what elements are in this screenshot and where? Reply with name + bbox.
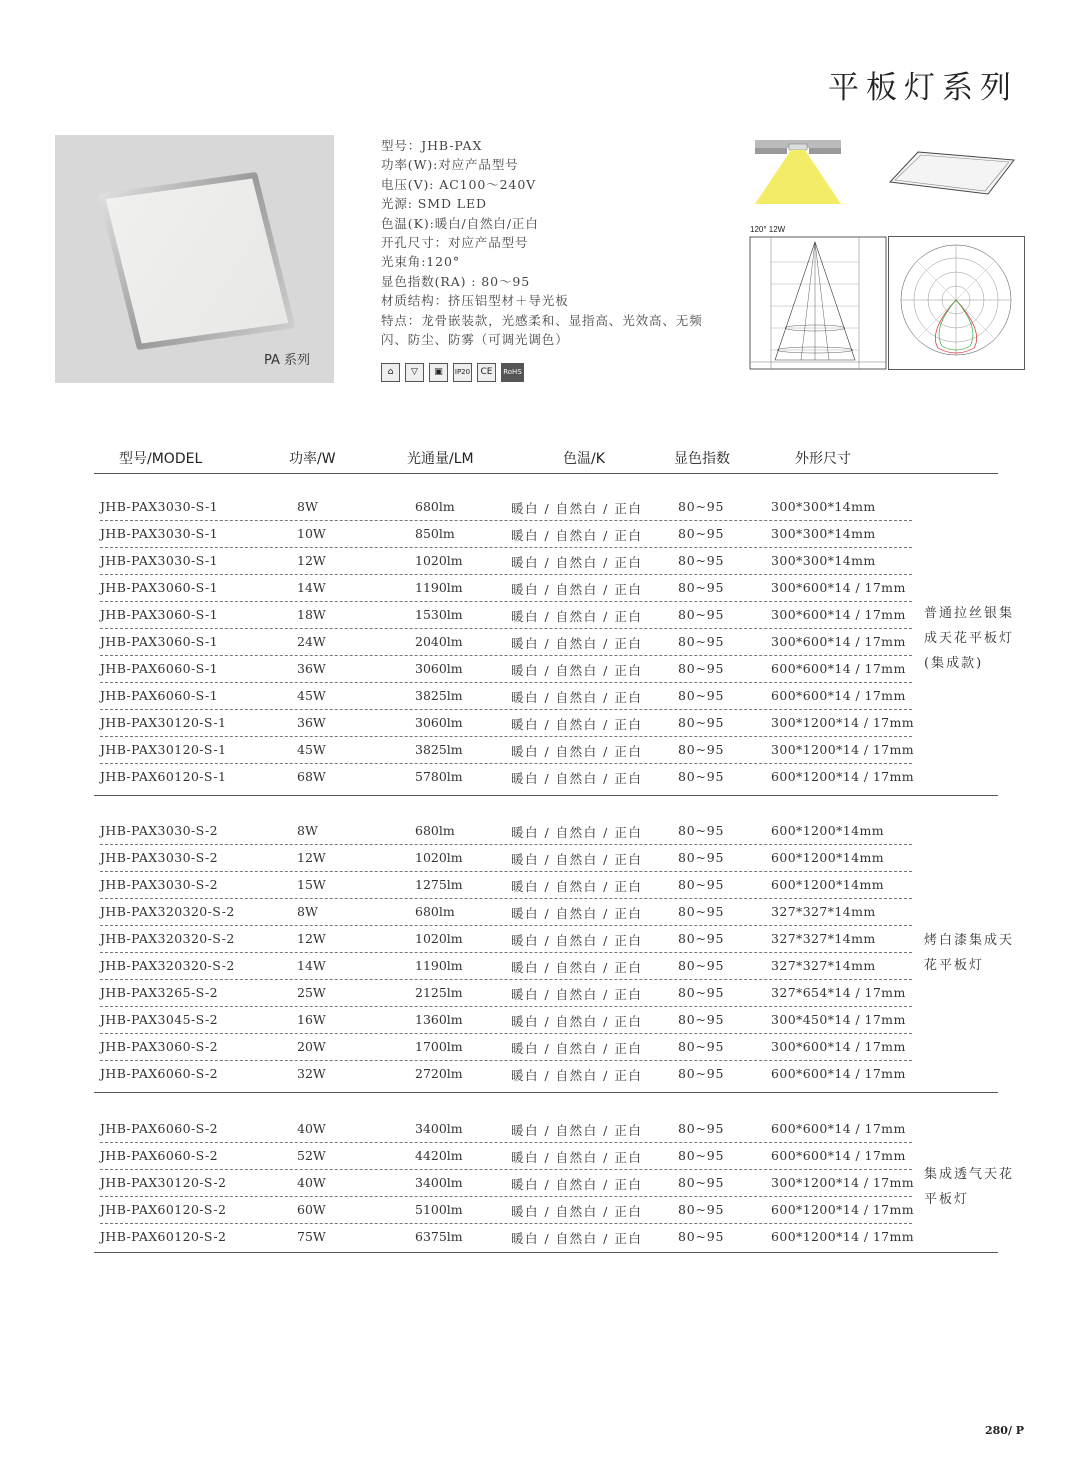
cell-cri: 80~95: [678, 958, 725, 973]
header-power: 功率/W: [289, 451, 336, 467]
cell-size: 300*300*14mm: [771, 499, 876, 514]
cell-cri: 80~95: [678, 904, 725, 919]
cell-cri: 80~95: [678, 985, 725, 1000]
panel-light-image: [98, 172, 295, 350]
cell-flux: 1275lm: [415, 877, 463, 892]
cell-cct: 暖白 / 自然白 / 正白: [511, 744, 643, 759]
cell-cri: 80~95: [678, 1066, 725, 1081]
spec-line: 闪、防尘、防雾（可调光调色）: [381, 332, 569, 348]
cell-size: 600*1200*14 / 17mm: [771, 1229, 915, 1244]
cell-size: 300*600*14 / 17mm: [771, 580, 906, 595]
group-rule: [94, 1252, 998, 1253]
header-flux: 光通量/LM: [407, 451, 474, 467]
cell-cct: 暖白 / 自然白 / 正白: [511, 825, 643, 840]
spec-line: 显色指数(RA) : 80～95: [381, 273, 531, 289]
house-icon: ⌂: [381, 363, 400, 382]
cell-size: 300*600*14 / 17mm: [771, 607, 906, 622]
cell-size: 300*600*14 / 17mm: [771, 1039, 906, 1054]
cell-cri: 80~95: [678, 1121, 725, 1136]
cell-flux: 680lm: [415, 823, 455, 838]
cell-flux: 680lm: [415, 904, 455, 919]
cell-model: JHB-PAX6060-S-1: [100, 688, 218, 703]
cell-cct: 暖白 / 自然白 / 正白: [511, 663, 643, 678]
cell-model: JHB-PAX60120-S-1: [100, 769, 227, 784]
cell-flux: 1020lm: [415, 931, 463, 946]
cell-model: JHB-PAX3265-S-2: [100, 985, 218, 1000]
table-row: [0, 1061, 1080, 1088]
cell-flux: 5780lm: [415, 769, 463, 784]
cell-power: 10W: [297, 526, 326, 541]
cell-cct: 暖白 / 自然白 / 正白: [511, 717, 643, 732]
page-number: 280/ P: [985, 1424, 1025, 1437]
header-model: 型号/MODEL: [119, 451, 203, 467]
table-row: [0, 1034, 1080, 1061]
cell-model: JHB-PAX3030-S-2: [100, 877, 218, 892]
cell-cct: 暖白 / 自然白 / 正白: [511, 1123, 643, 1138]
cell-flux: 680lm: [415, 499, 455, 514]
cell-model: JHB-PAX6060-S-2: [100, 1148, 218, 1163]
cell-model: JHB-PAX3045-S-2: [100, 1012, 218, 1027]
cell-cri: 80~95: [678, 580, 725, 595]
table-row: [0, 872, 1080, 899]
cell-cct: 暖白 / 自然白 / 正白: [511, 1231, 643, 1246]
cell-flux: 2720lm: [415, 1066, 463, 1081]
cell-model: JHB-PAX30120-S-1: [100, 742, 227, 757]
cell-power: 8W: [297, 499, 318, 514]
cell-flux: 5100lm: [415, 1202, 463, 1217]
ip20-icon: IP20: [453, 363, 472, 382]
spec-line: 光束角:120°: [381, 254, 461, 270]
cell-model: JHB-PAX320320-S-2: [100, 958, 235, 973]
cell-size: 600*1200*14mm: [771, 877, 884, 892]
spec-line: 色温(K):暖白/自然白/正白: [381, 215, 539, 231]
cell-size: 600*1200*14 / 17mm: [771, 1202, 915, 1217]
cell-power: 25W: [297, 985, 326, 1000]
cell-power: 15W: [297, 877, 326, 892]
table-row: [0, 494, 1080, 521]
cell-power: 40W: [297, 1121, 326, 1136]
header-cct: 色温/K: [563, 451, 605, 467]
table-row: [0, 1007, 1080, 1034]
table-row: [0, 1197, 1080, 1224]
cell-size: 300*1200*14 / 17mm: [771, 742, 915, 757]
cell-size: 327*327*14mm: [771, 904, 876, 919]
cell-flux: 1360lm: [415, 1012, 463, 1027]
cell-flux: 6375lm: [415, 1229, 463, 1244]
group-label: 普通拉丝银集成天花平板灯(集成款): [924, 606, 1015, 671]
cell-flux: 3400lm: [415, 1121, 463, 1136]
cell-cri: 80~95: [678, 688, 725, 703]
cell-cct: 暖白 / 自然白 / 正白: [511, 1150, 643, 1165]
group-label: 集成透气天花平板灯: [924, 1167, 1015, 1207]
cell-power: 36W: [297, 661, 326, 676]
cell-power: 60W: [297, 1202, 326, 1217]
cell-size: 300*600*14 / 17mm: [771, 634, 906, 649]
table-row: [0, 1170, 1080, 1197]
cell-cct: 暖白 / 自然白 / 正白: [511, 555, 643, 570]
cell-cct: 暖白 / 自然白 / 正白: [511, 690, 643, 705]
polar-light-distribution-chart: [888, 236, 1025, 370]
cell-power: 52W: [297, 1148, 326, 1163]
table-row: [0, 953, 1080, 980]
cell-cct: 暖白 / 自然白 / 正白: [511, 582, 643, 597]
cell-size: 600*600*14 / 17mm: [771, 661, 906, 676]
cell-model: JHB-PAX3060-S-1: [100, 607, 218, 622]
cell-cct: 暖白 / 自然白 / 正白: [511, 1014, 643, 1029]
cell-cri: 80~95: [678, 526, 725, 541]
product-photo: [55, 135, 334, 383]
cell-power: 20W: [297, 1039, 326, 1054]
cell-model: JHB-PAX3030-S-1: [100, 499, 218, 514]
cell-model: JHB-PAX3060-S-1: [100, 634, 218, 649]
cell-size: 600*600*14 / 17mm: [771, 1121, 906, 1136]
cell-cri: 80~95: [678, 823, 725, 838]
cell-cri: 80~95: [678, 1175, 725, 1190]
cell-power: 12W: [297, 850, 326, 865]
cell-cri: 80~95: [678, 850, 725, 865]
header-cri: 显色指数: [674, 451, 730, 467]
cell-size: 300*300*14mm: [771, 526, 876, 541]
table-header: [0, 448, 1080, 472]
table-row: [0, 845, 1080, 872]
ce-icon: CE: [477, 363, 496, 382]
cell-power: 24W: [297, 634, 326, 649]
cell-power: 45W: [297, 688, 326, 703]
cell-model: JHB-PAX3060-S-1: [100, 580, 218, 595]
table-row: [0, 1116, 1080, 1143]
cell-cct: 暖白 / 自然白 / 正白: [511, 528, 643, 543]
cell-power: 8W: [297, 823, 318, 838]
table-row: [0, 1143, 1080, 1170]
cell-flux: 3060lm: [415, 715, 463, 730]
cell-model: JHB-PAX6060-S-2: [100, 1121, 218, 1136]
cell-power: 18W: [297, 607, 326, 622]
cell-cri: 80~95: [678, 1012, 725, 1027]
spec-line: 材质结构：挤压铝型材＋导光板: [381, 293, 569, 309]
table-row: [0, 737, 1080, 764]
cell-flux: 3825lm: [415, 742, 463, 757]
group-rule: [94, 1092, 998, 1093]
cell-flux: 3060lm: [415, 661, 463, 676]
cell-size: 300*1200*14 / 17mm: [771, 1175, 915, 1190]
cell-model: JHB-PAX30120-S-1: [100, 715, 227, 730]
cell-cri: 80~95: [678, 607, 725, 622]
cell-cct: 暖白 / 自然白 / 正白: [511, 1177, 643, 1192]
cell-flux: 3825lm: [415, 688, 463, 703]
cell-power: 45W: [297, 742, 326, 757]
cell-size: 300*1200*14 / 17mm: [771, 715, 915, 730]
certification-icons: [381, 363, 524, 382]
cell-flux: 3400lm: [415, 1175, 463, 1190]
cell-power: 36W: [297, 715, 326, 730]
header-size: 外形尺寸: [795, 451, 851, 467]
cell-cct: 暖白 / 自然白 / 正白: [511, 636, 643, 651]
group-label: 烤白漆集成天花平板灯: [924, 933, 1015, 973]
cell-model: JHB-PAX320320-S-2: [100, 931, 235, 946]
cell-flux: 1020lm: [415, 553, 463, 568]
cell-cct: 暖白 / 自然白 / 正白: [511, 906, 643, 921]
table-row: [0, 926, 1080, 953]
cell-model: JHB-PAX3030-S-1: [100, 553, 218, 568]
panel-outline-diagram: [888, 150, 1016, 196]
cell-cri: 80~95: [678, 715, 725, 730]
photometry-header: 120° 12W: [750, 225, 786, 234]
cell-cct: 暖白 / 自然白 / 正白: [511, 1041, 643, 1056]
cell-cri: 80~95: [678, 661, 725, 676]
group-rule: [94, 795, 998, 796]
cell-size: 600*1200*14mm: [771, 850, 884, 865]
cell-flux: 1530lm: [415, 607, 463, 622]
cell-size: 600*600*14 / 17mm: [771, 1148, 906, 1163]
cell-model: JHB-PAX3060-S-2: [100, 1039, 218, 1054]
cell-cri: 80~95: [678, 499, 725, 514]
cell-power: 14W: [297, 958, 326, 973]
cell-model: JHB-PAX30120-S-2: [100, 1175, 227, 1190]
table-row: [0, 521, 1080, 548]
spec-line: 开孔尺寸：对应产品型号: [381, 235, 529, 251]
cell-flux: 1190lm: [415, 580, 463, 595]
cell-size: 600*600*14 / 17mm: [771, 688, 906, 703]
cell-flux: 2040lm: [415, 634, 463, 649]
cell-power: 32W: [297, 1066, 326, 1081]
cell-cct: 暖白 / 自然白 / 正白: [511, 933, 643, 948]
cell-cri: 80~95: [678, 1148, 725, 1163]
cell-size: 327*327*14mm: [771, 931, 876, 946]
cell-size: 300*300*14mm: [771, 553, 876, 568]
table-row: [0, 1224, 1080, 1251]
spec-line: 功率(W):对应产品型号: [381, 157, 519, 173]
f-mark-icon: ▽: [405, 363, 424, 382]
page-title: 平板灯系列: [828, 70, 1018, 106]
cell-cri: 80~95: [678, 1202, 725, 1217]
cell-power: 8W: [297, 904, 318, 919]
table-row: [0, 656, 1080, 683]
rohs-icon: RoHS: [501, 363, 524, 382]
table-row: [0, 899, 1080, 926]
cell-cri: 80~95: [678, 742, 725, 757]
cell-size: 327*327*14mm: [771, 958, 876, 973]
cell-cct: 暖白 / 自然白 / 正白: [511, 1068, 643, 1083]
cell-size: 300*450*14 / 17mm: [771, 1012, 906, 1027]
cell-cct: 暖白 / 自然白 / 正白: [511, 987, 643, 1002]
cell-size: 600*1200*14 / 17mm: [771, 769, 915, 784]
cell-cri: 80~95: [678, 1039, 725, 1054]
cell-cri: 80~95: [678, 877, 725, 892]
spec-line: 电压(V): AC100～240V: [381, 176, 537, 192]
cell-cct: 暖白 / 自然白 / 正白: [511, 852, 643, 867]
cell-model: JHB-PAX6060-S-1: [100, 661, 218, 676]
spec-line: 特点：龙骨嵌装款，光感柔和、显指高、光效高、无频: [381, 312, 703, 328]
cell-cri: 80~95: [678, 769, 725, 784]
table-row: [0, 683, 1080, 710]
cell-model: JHB-PAX6060-S-2: [100, 1066, 218, 1081]
photometric-chart: [749, 222, 887, 372]
table-row: [0, 602, 1080, 629]
cell-power: 68W: [297, 769, 326, 784]
cell-flux: 2125lm: [415, 985, 463, 1000]
table-row: [0, 764, 1080, 791]
spec-line: 光源: SMD LED: [381, 196, 487, 212]
cell-flux: 1190lm: [415, 958, 463, 973]
table-row: [0, 629, 1080, 656]
cell-cri: 80~95: [678, 553, 725, 568]
cell-flux: 1700lm: [415, 1039, 463, 1054]
cell-size: 327*654*14 / 17mm: [771, 985, 906, 1000]
cell-cri: 80~95: [678, 931, 725, 946]
table-row: [0, 548, 1080, 575]
spec-line: 型号：JHB-PAX: [381, 138, 483, 153]
cell-model: JHB-PAX3030-S-1: [100, 526, 218, 541]
cell-size: 600*1200*14mm: [771, 823, 884, 838]
cell-model: JHB-PAX60120-S-2: [100, 1229, 227, 1244]
cell-size: 600*600*14 / 17mm: [771, 1066, 906, 1081]
spec-block: [381, 136, 703, 349]
recessed-install-diagram: [755, 140, 841, 204]
table-row: [0, 980, 1080, 1007]
cell-power: 12W: [297, 931, 326, 946]
cell-cri: 80~95: [678, 1229, 725, 1244]
cell-cct: 暖白 / 自然白 / 正白: [511, 1204, 643, 1219]
cell-flux: 1020lm: [415, 850, 463, 865]
table-row: [0, 710, 1080, 737]
cell-power: 40W: [297, 1175, 326, 1190]
double-square-icon: ▣: [429, 363, 448, 382]
header-rule: [94, 473, 998, 474]
cell-cct: 暖白 / 自然白 / 正白: [511, 501, 643, 516]
cell-model: JHB-PAX3030-S-2: [100, 850, 218, 865]
photo-caption: PA 系列: [264, 353, 311, 368]
cell-flux: 850lm: [415, 526, 455, 541]
cell-model: JHB-PAX320320-S-2: [100, 904, 235, 919]
cell-power: 12W: [297, 553, 326, 568]
cell-power: 16W: [297, 1012, 326, 1027]
cell-cct: 暖白 / 自然白 / 正白: [511, 879, 643, 894]
cell-cri: 80~95: [678, 634, 725, 649]
cell-power: 14W: [297, 580, 326, 595]
cell-cct: 暖白 / 自然白 / 正白: [511, 609, 643, 624]
table-row: [0, 575, 1080, 602]
cell-cct: 暖白 / 自然白 / 正白: [511, 771, 643, 786]
cell-flux: 4420lm: [415, 1148, 463, 1163]
cell-model: JHB-PAX60120-S-2: [100, 1202, 227, 1217]
table-row: [0, 818, 1080, 845]
cell-model: JHB-PAX3030-S-2: [100, 823, 218, 838]
cell-cct: 暖白 / 自然白 / 正白: [511, 960, 643, 975]
cell-power: 75W: [297, 1229, 326, 1244]
